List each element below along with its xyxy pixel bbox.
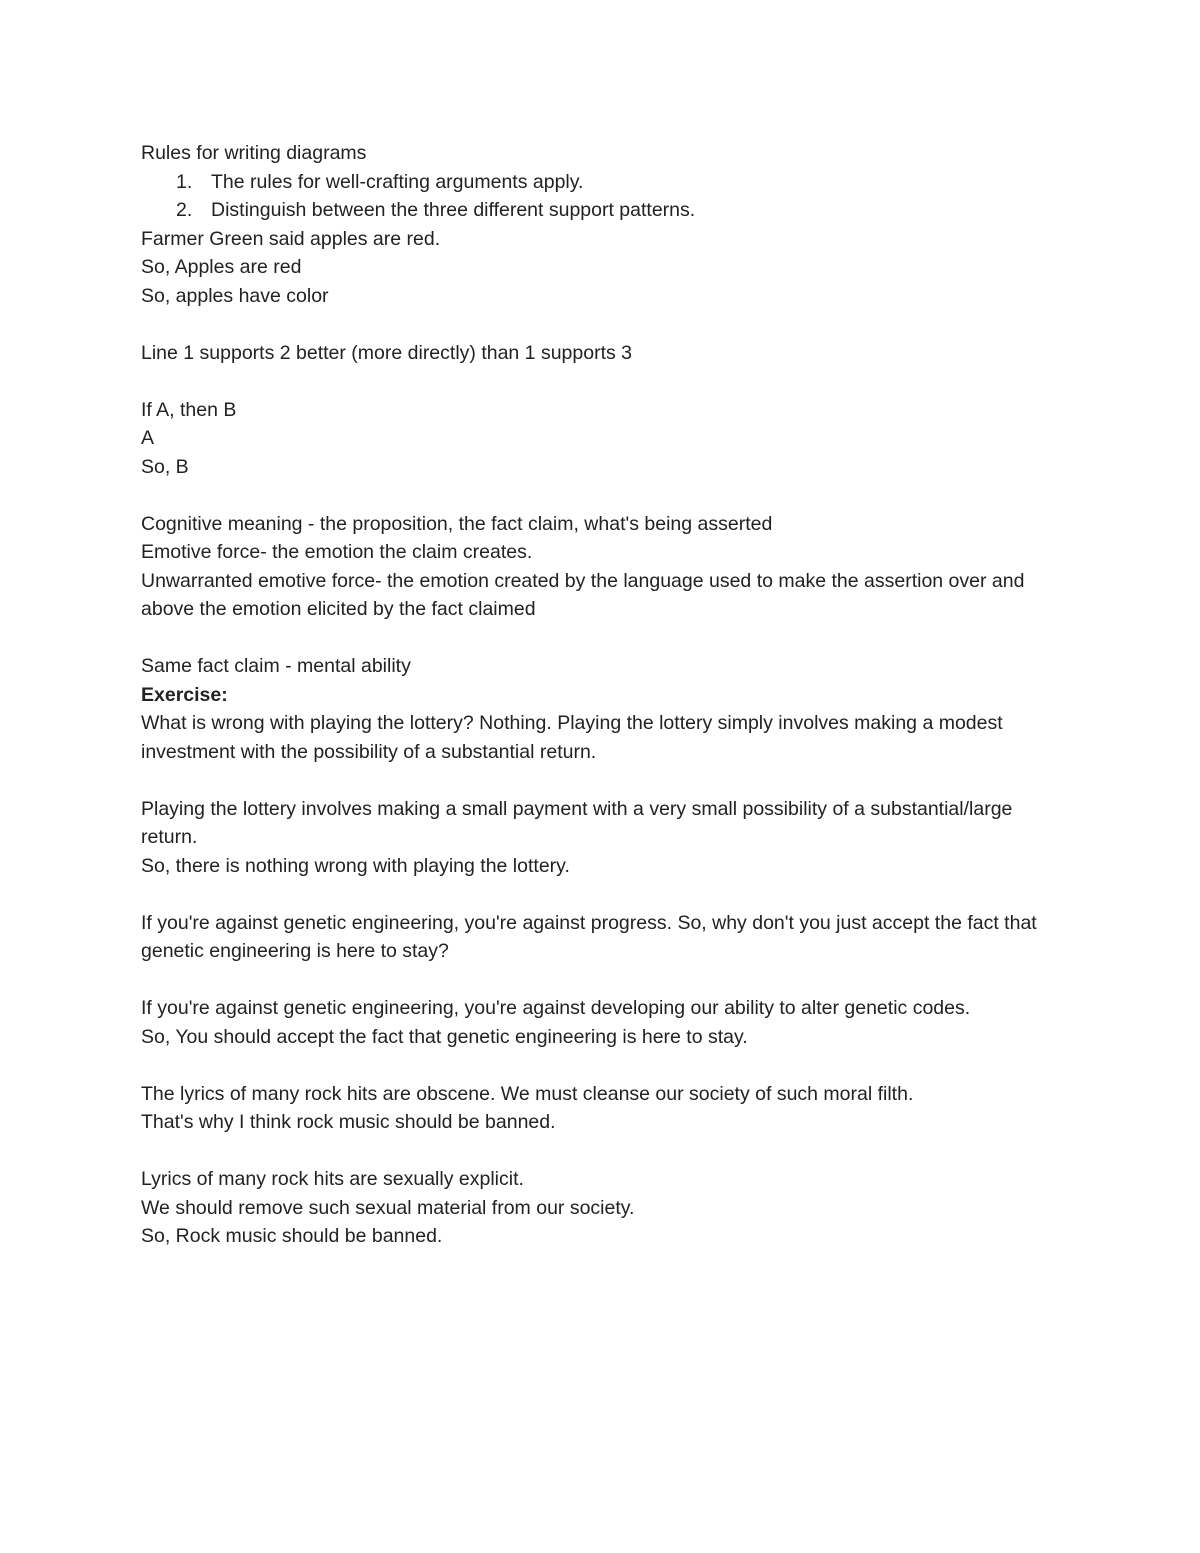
spacer [141,766,1071,795]
exercise-paragraph: The lyrics of many rock hits are obscene. We must cleanse our society of such moral filth. [141,1082,914,1105]
exercise-paragraph: So, there is nothing wrong with playing the lottery. [141,854,570,877]
logic-line: A [141,427,155,449]
exercise-paragraph: Playing the lottery involves making a small payment with a very small possibility of a substantial/large return. [141,797,1013,848]
definition-line: Unwarranted emotive force- the emotion created by the language used to make the assertion over and above the emotion elicited by the fact claimed [141,569,1025,620]
spacer [141,1137,1071,1166]
exercise-paragraph: So, Rock music should be banned. [141,1225,443,1247]
spacer [141,1051,1071,1080]
exercise-paragraph: So, You should accept the fact that genetic engineering is here to stay. [141,1025,748,1048]
exercise-paragraph: We should remove such sexual material from our society. [141,1196,635,1219]
rule-text: Distinguish between the three different support patterns. [211,199,696,221]
spacer [141,880,1071,909]
rule-item [141,168,1071,197]
exercise-heading: Exercise: [141,683,228,706]
example-line: Farmer Green said apples are red. [141,227,441,250]
rule-item [141,196,1071,225]
exercise-paragraph: If you're against genetic engineering, you're against developing our ability to alter genetic codes. [141,997,971,1019]
rule-number: 2. [176,199,193,221]
spacer [141,966,1071,995]
exercise-paragraph: If you're against genetic engineering, you're against progress. So, why don't you just accept the fact that genetic engineering is here to stay? [141,911,1037,962]
logic-line: If A, then B [141,398,237,421]
spacer [141,624,1071,653]
exercise-paragraph: What is wrong with playing the lottery? Nothing. Playing the lottery simply involves making a modest investment with the possibility of a substantial return. [141,712,1003,763]
spacer [141,310,1071,339]
document-page [141,139,1071,1251]
example-line: So, apples have color [141,284,329,307]
rule-text: The rules for well-crafting arguments apply. [211,170,584,193]
exercise-paragraph: Lyrics of many rock hits are sexually explicit. [141,1168,524,1190]
rule-number: 1. [176,170,193,193]
spacer [141,367,1071,396]
example-line: So, Apples are red [141,256,302,278]
definition-line: Emotive force- the emotion the claim creates. [141,541,533,563]
support-note: Line 1 supports 2 better (more directly) than 1 supports 3 [141,341,633,364]
document-title: Rules for writing diagrams [141,142,367,164]
spacer [141,481,1071,510]
same-fact-line: Same fact claim - mental ability [141,655,411,677]
definition-line: Cognitive meaning - the proposition, the fact claim, what's being asserted [141,512,773,535]
logic-line: So, B [141,455,189,478]
exercise-paragraph: That's why I think rock music should be banned. [141,1111,556,1133]
